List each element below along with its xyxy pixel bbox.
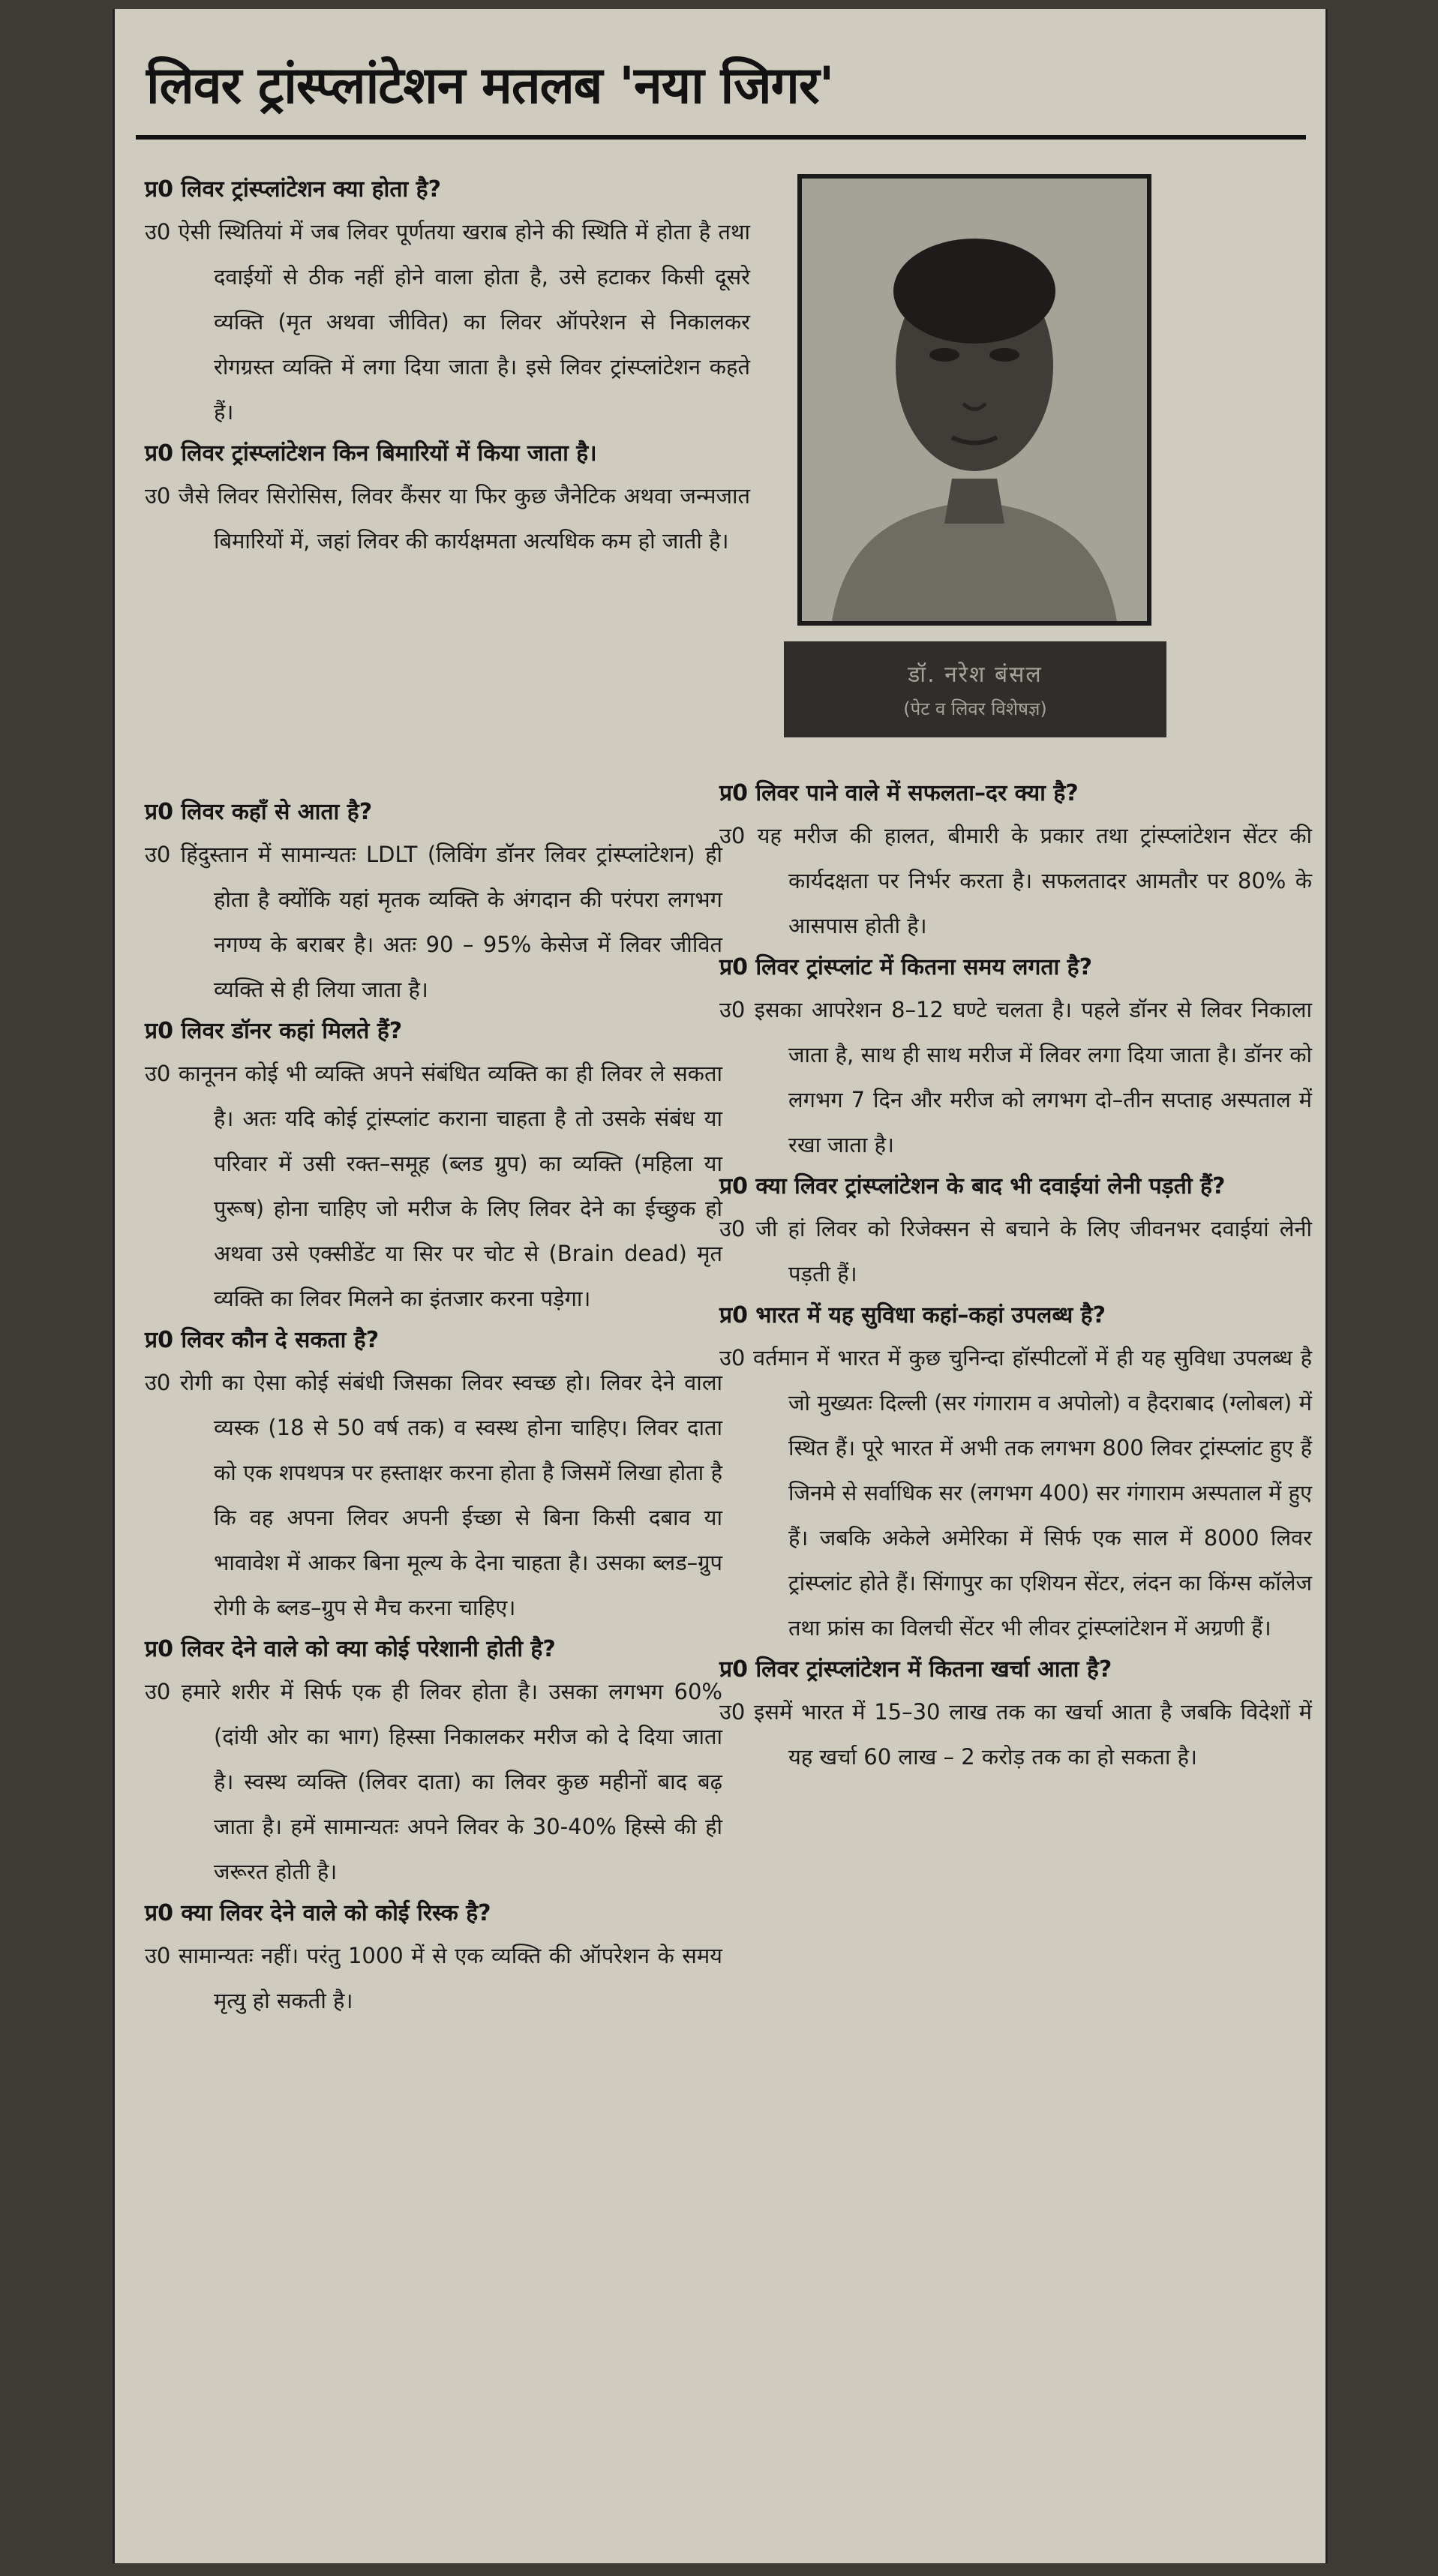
left-column-bottom (145, 793, 722, 2023)
question: प्र0 भारत में यह सुविधा कहां–कहां उपलब्ध है? (719, 1302, 1106, 1329)
headline-container (136, 45, 1306, 140)
qa-item (719, 1167, 1312, 1296)
qa-item (145, 1321, 722, 1630)
photo-caption (784, 641, 1166, 737)
qa-item (719, 1296, 1312, 1650)
answer: उ0 जी हां लिवर को रिजेक्सन से बचाने के लिए जीवनभर दवाईयां लेनी पड़ती हैं। (719, 1216, 1312, 1286)
qa-item (145, 434, 760, 563)
qa-item (719, 774, 1312, 948)
question: प्र0 क्या लिवर ट्रांस्प्लांटेशन के बाद भी दवाईयां लेनी पड़ती हैं? (719, 1173, 1226, 1199)
question: प्र0 लिवर देने वाले को क्या कोई परेशानी होती है? (145, 1636, 556, 1662)
right-column (719, 774, 1312, 1779)
answer: उ0 कानूनन कोई भी व्यक्ति अपने संबंधित व्यक्ति का ही लिवर ले सकता है। अतः यदि कोई ट्रांस्प्लांट कराना चाहता है तो उसके संबंध या परिवार में उसी रक्त–समूह (ब्लड ग्रुप) का व्यक्ति (महिला या पुरूष) होना चाहिए जो मरीज के लिए लिवर देने का ईच्छुक हो अथवा उसे एक्सीडेंट या सिर पर चोट से (Brain dead) मृत व्यक्ति का लिवर मिलने का इंतजार करना पड़ेगा। (145, 1061, 723, 1311)
question: प्र0 क्या लिवर देने वाले को कोई रिस्क है? (145, 1900, 491, 1926)
left-column-top (145, 170, 772, 563)
answer: उ0 हमारे शरीर में सिर्फ एक ही लिवर होता है। उसका लगभग 60% (दांयी ओर का भाग) हिस्सा निकालकर मरीज को दे दिया जाता है। स्वस्थ व्यक्ति (लिवर दाता) का लिवर कुछ महीनों बाद बढ़ जाता है। हमें सामान्यतः अपने लिवर के 30-40% हिस्से की ही जरूरत होती है। (145, 1679, 722, 1884)
qa-item (145, 1630, 722, 1894)
answer: उ0 इसमें भारत में 15–30 लाख तक का खर्चा आता है जबकि विदेशों में यह खर्चा 60 लाख – 2 करोड़ तक का हो सकता है। (719, 1699, 1312, 1770)
question: प्र0 लिवर कहाँ से आता है? (145, 799, 373, 825)
photo-box (784, 163, 1166, 740)
qa-item (145, 793, 722, 1012)
qa-item (145, 170, 760, 434)
caption-name: डॉ. नरेश बंसल (908, 662, 1043, 688)
answer: उ0 इसका आपरेशन 8–12 घण्टे चलता है। पहले डॉनर से लिवर निकाला जाता है, साथ ही साथ मरीज में लिवर लगा दिया जाता है। डॉनर को लगभग 7 दिन और मरीज को लगभग दो–तीन सप्ताह अस्पताल में रखा जाता है। (719, 997, 1312, 1157)
answer: उ0 वर्तमान में भारत में कुछ चुनिन्दा हॉस्पीटलों में ही यह सुविधा उपलब्ध है जो मुख्यतः दिल्ली (सर गंगाराम व अपोलो) व हैदराबाद (ग्लोबल) में स्थित हैं। पूरे भारत में अभी तक लगभग 800 लिवर ट्रांस्प्लांट हुए हैं जिनमे से सर्वाधिक सर (लगभग 400) सर गंगाराम अस्पताल में हुए हैं। जबकि अकेले अमेरिका में सिर्फ एक साल में 8000 लिवर ट्रांस्प्लांट होते हैं। सिंगापुर का एशियन सेंटर, लंदन का किंग्स कॉलेज तथा फ्रांस का विलची सेंटर भी लीवर ट्रांस्प्लांटेशन में अग्रणी हैं। (719, 1345, 1312, 1641)
question: प्र0 लिवर डॉनर कहां मिलते हैं? (145, 1018, 403, 1044)
answer: उ0 रोगी का ऐसा कोई संबंधी जिसका लिवर स्वच्छ हो। लिवर देने वाला व्यस्क (18 से 50 वर्ष तक) व स्वस्थ होना चाहिए। लिवर दाता को एक शपथपत्र पर हस्ताक्षर करना होता है जिसमें लिखा होता है कि वह अपना लिवर अपनी ईच्छा से बिना किसी दबाव या भावावेश में आकर बिना मूल्य के देना चाहता है। उसका ब्लड–ग्रुप रोगी के ब्लड–ग्रुप से मैच करना चाहिए। (145, 1370, 722, 1620)
caption-role: (पेट व लिवर विशेषज्ञ) (903, 698, 1047, 719)
qa-item (719, 1650, 1312, 1779)
question: प्र0 लिवर ट्रांस्प्लांटेशन किन बिमारियों में किया जाता है। (145, 440, 597, 467)
answer: उ0 जैसे लिवर सिरोसिस, लिवर कैंसर या फिर कुछ जैनेटिक अथवा जन्मजात बिमारियों में, जहां लिवर की कार्यक्षमता अत्यधिक कम हो जाती है। (145, 483, 750, 554)
newspaper-clipping (113, 9, 1328, 2563)
question: प्र0 लिवर कौन दे सकता है? (145, 1327, 380, 1353)
answer: उ0 यह मरीज की हालत, बीमारी के प्रकार तथा ट्रांस्प्लांटेशन सेंटर की कार्यदक्षता पर निर्भर करता है। सफलतादर आमतौर पर 80% के आसपास होती है। (719, 823, 1312, 938)
question: प्र0 लिवर पाने वाले में सफलता–दर क्या है? (719, 780, 1079, 806)
question: प्र0 लिवर ट्रांस्प्लांटेशन क्या होता है? (145, 176, 441, 203)
answer: उ0 ऐसी स्थितियां में जब लिवर पूर्णतया खराब होने की स्थिति में होता है तथा दवाईयों से ठीक नहीं होने वाला होता है, उसे हटाकर किसी दूसरे व्यक्ति (मृत अथवा जीवित) का लिवर ऑपरेशन से निकालकर रोगग्रस्त व्यक्ति में लगा दिया जाता है। इसे लिवर ट्रांस्प्लांटेशन कहते हैं। (145, 219, 750, 425)
portrait-image (802, 179, 1147, 621)
answer: उ0 हिंदुस्तान में सामान्यतः LDLT (लिविंग डॉनर लिवर ट्रांस्प्लांटेशन) ही होता है क्योंकि यहां मृतक व्यक्ति के अंगदान की परंपरा लगभग नगण्य के बराबर है। अतः 90 – 95% केसेज में लिवर जीवित व्यक्ति से ही लिया जाता है। (145, 842, 722, 1002)
question: प्र0 लिवर ट्रांस्प्लांटेशन में कितना खर्चा आता है? (719, 1656, 1112, 1683)
answer: उ0 सामान्यतः नहीं। परंतु 1000 में से एक व्यक्ति की ऑपरेशन के समय मृत्यु हो सकती है। (145, 1943, 722, 2013)
qa-item (719, 948, 1312, 1167)
qa-item (145, 1894, 722, 2023)
question: प्र0 लिवर ट्रांस्प्लांट में कितना समय लगता है? (719, 954, 1093, 980)
headline: लिवर ट्रांस्प्लांटेशन मतलब 'नया जिगर' (146, 56, 834, 116)
author-photo (797, 174, 1151, 626)
qa-item (145, 1012, 722, 1321)
